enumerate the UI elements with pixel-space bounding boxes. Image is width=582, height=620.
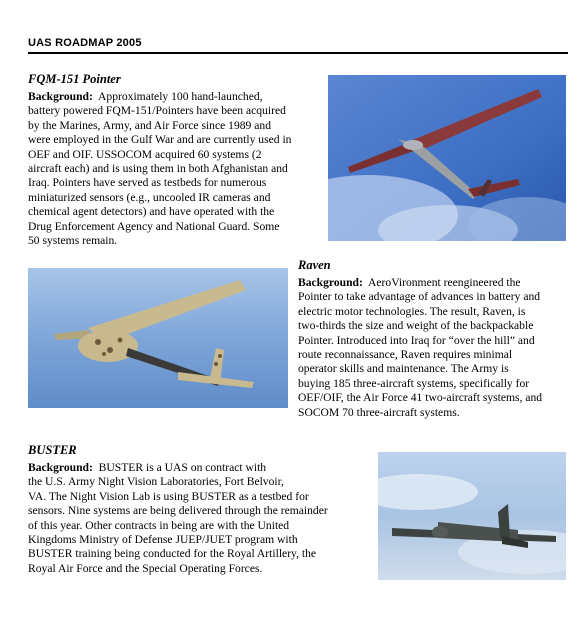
text-line: 50 systems remain. <box>28 234 118 248</box>
text-line: Iraq. Pointers have served as testbeds for numerous <box>28 176 267 190</box>
section-body-raven <box>298 276 574 420</box>
text-line: route reconnaissance, Raven requires minimal <box>298 348 513 362</box>
text-line: miniaturized sensors (e.g., uncooled IR cameras and <box>28 190 271 204</box>
background-label: Background: <box>298 276 363 289</box>
text-line: operator skills and maintenance. The Army is <box>298 362 509 376</box>
text-line: by the Marines, Army, and Air Force since 1989 and <box>28 118 271 132</box>
section-body-pointer <box>28 90 328 248</box>
text-line: battery powered FQM-151/Pointers have been acquired <box>28 104 286 118</box>
pointer-photo <box>328 75 566 241</box>
text-line: electric motor technologies. The result, Raven, is <box>298 304 526 318</box>
text-line: were employed in the Gulf War and are currently used in <box>28 133 292 147</box>
section-title-pointer: FQM-151 Pointer <box>28 72 121 86</box>
text-line: Background: AeroVironment reengineered the <box>298 276 521 289</box>
buster-photo <box>378 452 566 580</box>
text-line: chemical agent detectors) and have operated with the <box>28 205 275 219</box>
text-line: BUSTER training being conducted for the Royal Artillery, the <box>28 547 317 561</box>
text-line: Pointer to take advantage of advances in battery and <box>298 290 541 304</box>
section-title-buster: BUSTER <box>28 443 77 457</box>
background-label: Background: <box>28 461 93 474</box>
text-line: sensors. Nine systems are being delivered through the remainder <box>28 504 328 518</box>
text-line: OEF/OIF, the Air Force 41 two-aircraft systems, and <box>298 391 543 405</box>
text-line: Background: BUSTER is a UAS on contract with <box>28 461 267 474</box>
background-label: Background: <box>28 90 93 103</box>
text-line: buying 185 three-aircraft systems, specifically for <box>298 376 530 390</box>
header-rule <box>28 52 568 54</box>
section-body-buster <box>28 461 378 576</box>
text-line: OEF and OIF. USSOCOM acquired 60 systems (2 <box>28 147 262 161</box>
text-line: aircraft each) and is using them in both Afghanistan and <box>28 162 288 176</box>
text-line: Drug Enforcement Agency and National Guard. Some <box>28 219 280 233</box>
text-line: the U.S. Army Night Vision Laboratories, Fort Belvoir, <box>28 475 284 489</box>
text-line: two-thirds the size and weight of the backpackable <box>298 319 534 333</box>
text-line: Royal Air Force and the Special Operating Forces. <box>28 561 263 575</box>
text-line: Background: Approximately 100 hand-launched, <box>28 90 263 103</box>
section-title-raven: Raven <box>298 258 331 272</box>
document-header: UAS ROADMAP 2005 <box>28 37 142 49</box>
text-line: VA. The Night Vision Lab is using BUSTER as a testbed for <box>28 489 309 503</box>
raven-photo <box>28 268 288 408</box>
text-line: of this year. Other contracts in being are with the United <box>28 518 290 532</box>
text-line: Kingdoms Ministry of Defense JUEP/JUET program with <box>28 533 298 547</box>
text-line: SOCOM 70 three-aircraft systems. <box>298 405 460 419</box>
text-line: Pointer. Introduced into Iraq for “over the hill” and <box>298 333 535 347</box>
